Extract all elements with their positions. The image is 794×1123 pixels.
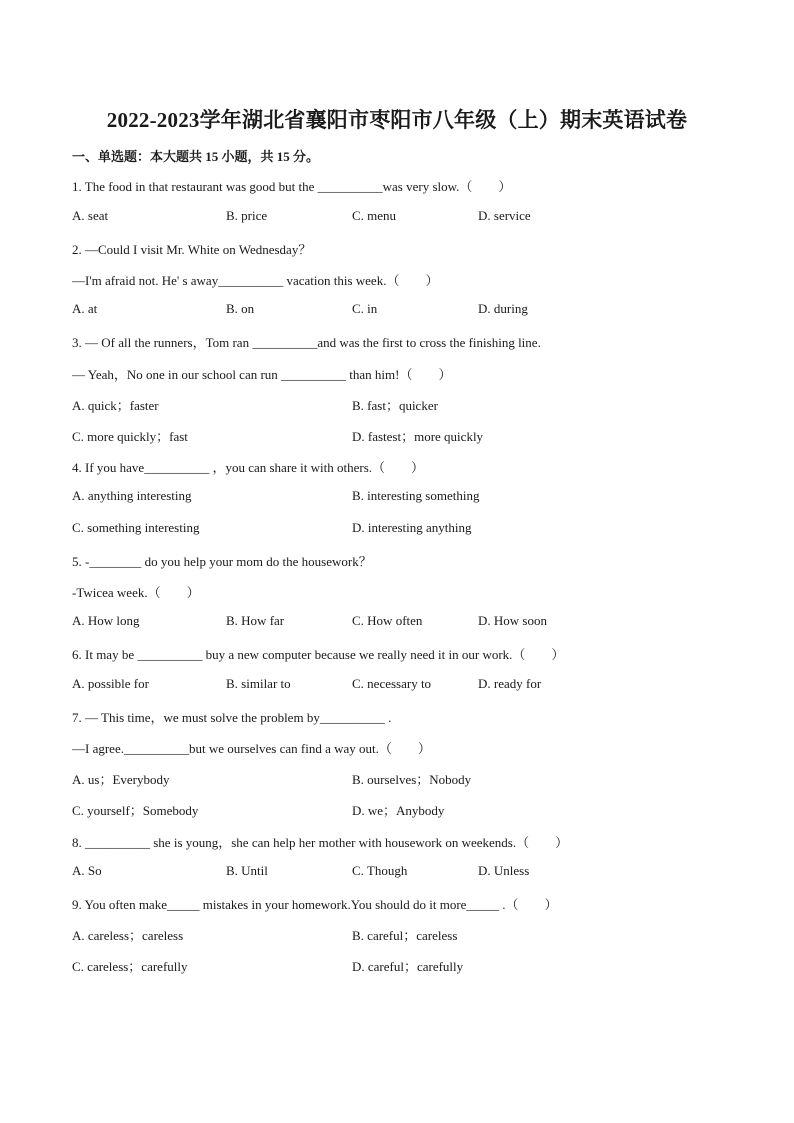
question-8-stem: 8. __________ she is young，she can help her mother with housework on weekends.（ ） xyxy=(72,835,569,850)
q8-option-c: C. Though xyxy=(352,863,408,878)
q3-option-b: B. fast；quicker xyxy=(352,398,438,413)
q2-option-b: B. on xyxy=(226,301,255,316)
q2-option-c: C. in xyxy=(352,301,378,316)
q5-option-a: A. How long xyxy=(72,613,140,628)
q4-option-c: C. something interesting xyxy=(72,520,200,535)
question-9-stem: 9. You often make_____ mistakes in your homework.You should do it more_____ .（ ） xyxy=(72,897,558,912)
q9-option-a: A. careless；careless xyxy=(72,928,184,943)
question-3-stem: 3. — Of all the runners，Tom ran __________and was the first to cross the finishing line. xyxy=(72,335,541,350)
section-heading: 一、单选题：本大题共 15 小题，共 15 分。 xyxy=(72,149,320,164)
q1-option-d: D. service xyxy=(478,208,531,223)
question-4-stem: 4. If you have__________ ，you can share it with others.（ ） xyxy=(72,460,425,475)
q7-option-d: D. we；Anybody xyxy=(352,803,445,818)
q6-option-c: C. necessary to xyxy=(352,676,432,691)
q6-option-b: B. similar to xyxy=(226,676,291,691)
question-5-stem-2: -Twicea week.（ ） xyxy=(72,585,200,600)
q9-option-d: D. careful；carefully xyxy=(352,959,464,974)
q1-option-b: B. price xyxy=(226,208,268,223)
q1-option-a: A. seat xyxy=(72,208,109,223)
q8-option-d: D. Unless xyxy=(478,863,530,878)
question-3-stem-2: — Yeah，No one in our school can run __________ than him!（ ） xyxy=(72,367,452,382)
q4-option-d: D. interesting anything xyxy=(352,520,472,535)
q3-option-a: A. quick；faster xyxy=(72,398,159,413)
page-title: 2022-2023学年湖北省襄阳市枣阳市八年级（上）期末英语试卷 xyxy=(106,108,688,132)
q3-option-c: C. more quickly；fast xyxy=(72,429,188,444)
question-7-stem-2: —I agree.__________but we ourselves can find a way out.（ ） xyxy=(72,741,431,756)
q5-option-b: B. How far xyxy=(226,613,285,628)
q5-option-d: D. How soon xyxy=(478,613,547,628)
q7-option-c: C. yourself；Somebody xyxy=(72,803,199,818)
q9-option-c: C. careless；carefully xyxy=(72,959,188,974)
question-2-stem-2: —I'm afraid not. He' s away__________ vacation this week.（ ） xyxy=(72,273,439,288)
question-6-stem: 6. It may be __________ buy a new computer because we really need it in our work.（ ） xyxy=(72,647,565,662)
q2-option-d: D. during xyxy=(478,301,528,316)
q7-option-a: A. us；Everybody xyxy=(72,772,170,787)
q2-option-a: A. at xyxy=(72,301,98,316)
q1-option-c: C. menu xyxy=(352,208,397,223)
q8-option-b: B. Until xyxy=(226,863,268,878)
q6-option-a: A. possible for xyxy=(72,676,149,691)
q4-option-b: B. interesting something xyxy=(352,488,480,503)
q5-option-c: C. How often xyxy=(352,613,423,628)
q4-option-a: A. anything interesting xyxy=(72,488,192,503)
question-7-stem: 7. — This time，we must solve the problem by__________ . xyxy=(72,710,392,725)
question-2-stem: 2. —Could I visit Mr. White on Wednesday？ xyxy=(72,242,312,257)
q9-option-b: B. careful；careless xyxy=(352,928,458,943)
q8-option-a: A. So xyxy=(72,863,102,878)
q7-option-b: B. ourselves；Nobody xyxy=(352,772,472,787)
q6-option-d: D. ready for xyxy=(478,676,542,691)
question-1-stem: 1. The food in that restaurant was good but the __________was very slow.（ ） xyxy=(72,179,512,194)
q3-option-d: D. fastest；more quickly xyxy=(352,429,484,444)
question-5-stem: 5. -________ do you help your mom do the housework？ xyxy=(72,554,372,569)
